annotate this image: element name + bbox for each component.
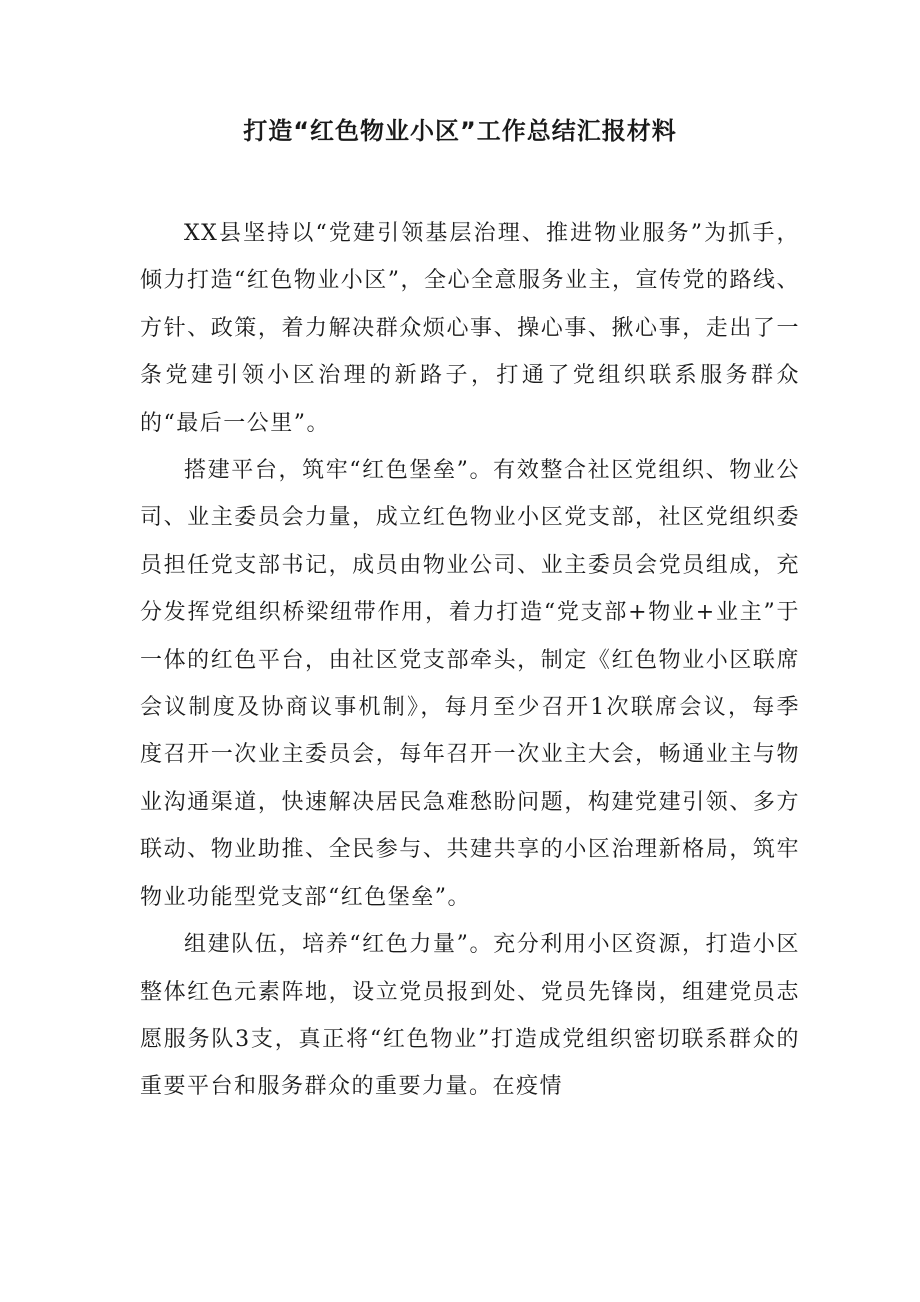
paragraph-build-platform: 搭建平台，筑牢“红色堡垒”。有效整合社区党组织、物业公司、业主委员会力量，成立红色物业小区党支部，社区党组织委员担任党支部书记，成员由物业公司、业主委员会党员组成，充分发挥党组织桥梁纽带作用，着力打造“党支部+物业+业主”于一体的红色平台，由社区党支部牵头，制定《红色物业小区联席会议制度及协商议事机制》，每月至少召开1次联席会议，每季度召开一次业主委员会，每年召开一次业主大会，畅通业主与物业沟通渠道，快速解决居民急难愁盼问题，构建党建引领、多方联动、物业助推、全民参与、共建共享的小区治理新格局，筑牢物业功能型党支部“红色堡垒”。 [140,458,800,910]
document-title: 打造“红色物业小区”工作总结汇报材料 [243,117,677,145]
document-body [140,210,800,1111]
paragraph-build-team: 组建队伍，培养“红色力量”。充分利用小区资源，打造小区整体红色元素阵地，设立党员报到处、党员先锋岗，组建党员志愿服务队3支，真正将“红色物业”打造成党组织密切联系群众的重要平台和服务群众的重要力量。在疫情 [140,932,800,1100]
paragraph-intro: XX县坚持以“党建引领基层治理、推进物业服务”为抓手，倾力打造“红色物业小区”，全心全意服务业主，宣传党的路线、方针、政策，着力解决群众烦心事、操心事、揪心事，走出了一条党建引领小区治理的新路子，打通了党组织联系服务群众的“最后一公里”。 [140,221,800,436]
